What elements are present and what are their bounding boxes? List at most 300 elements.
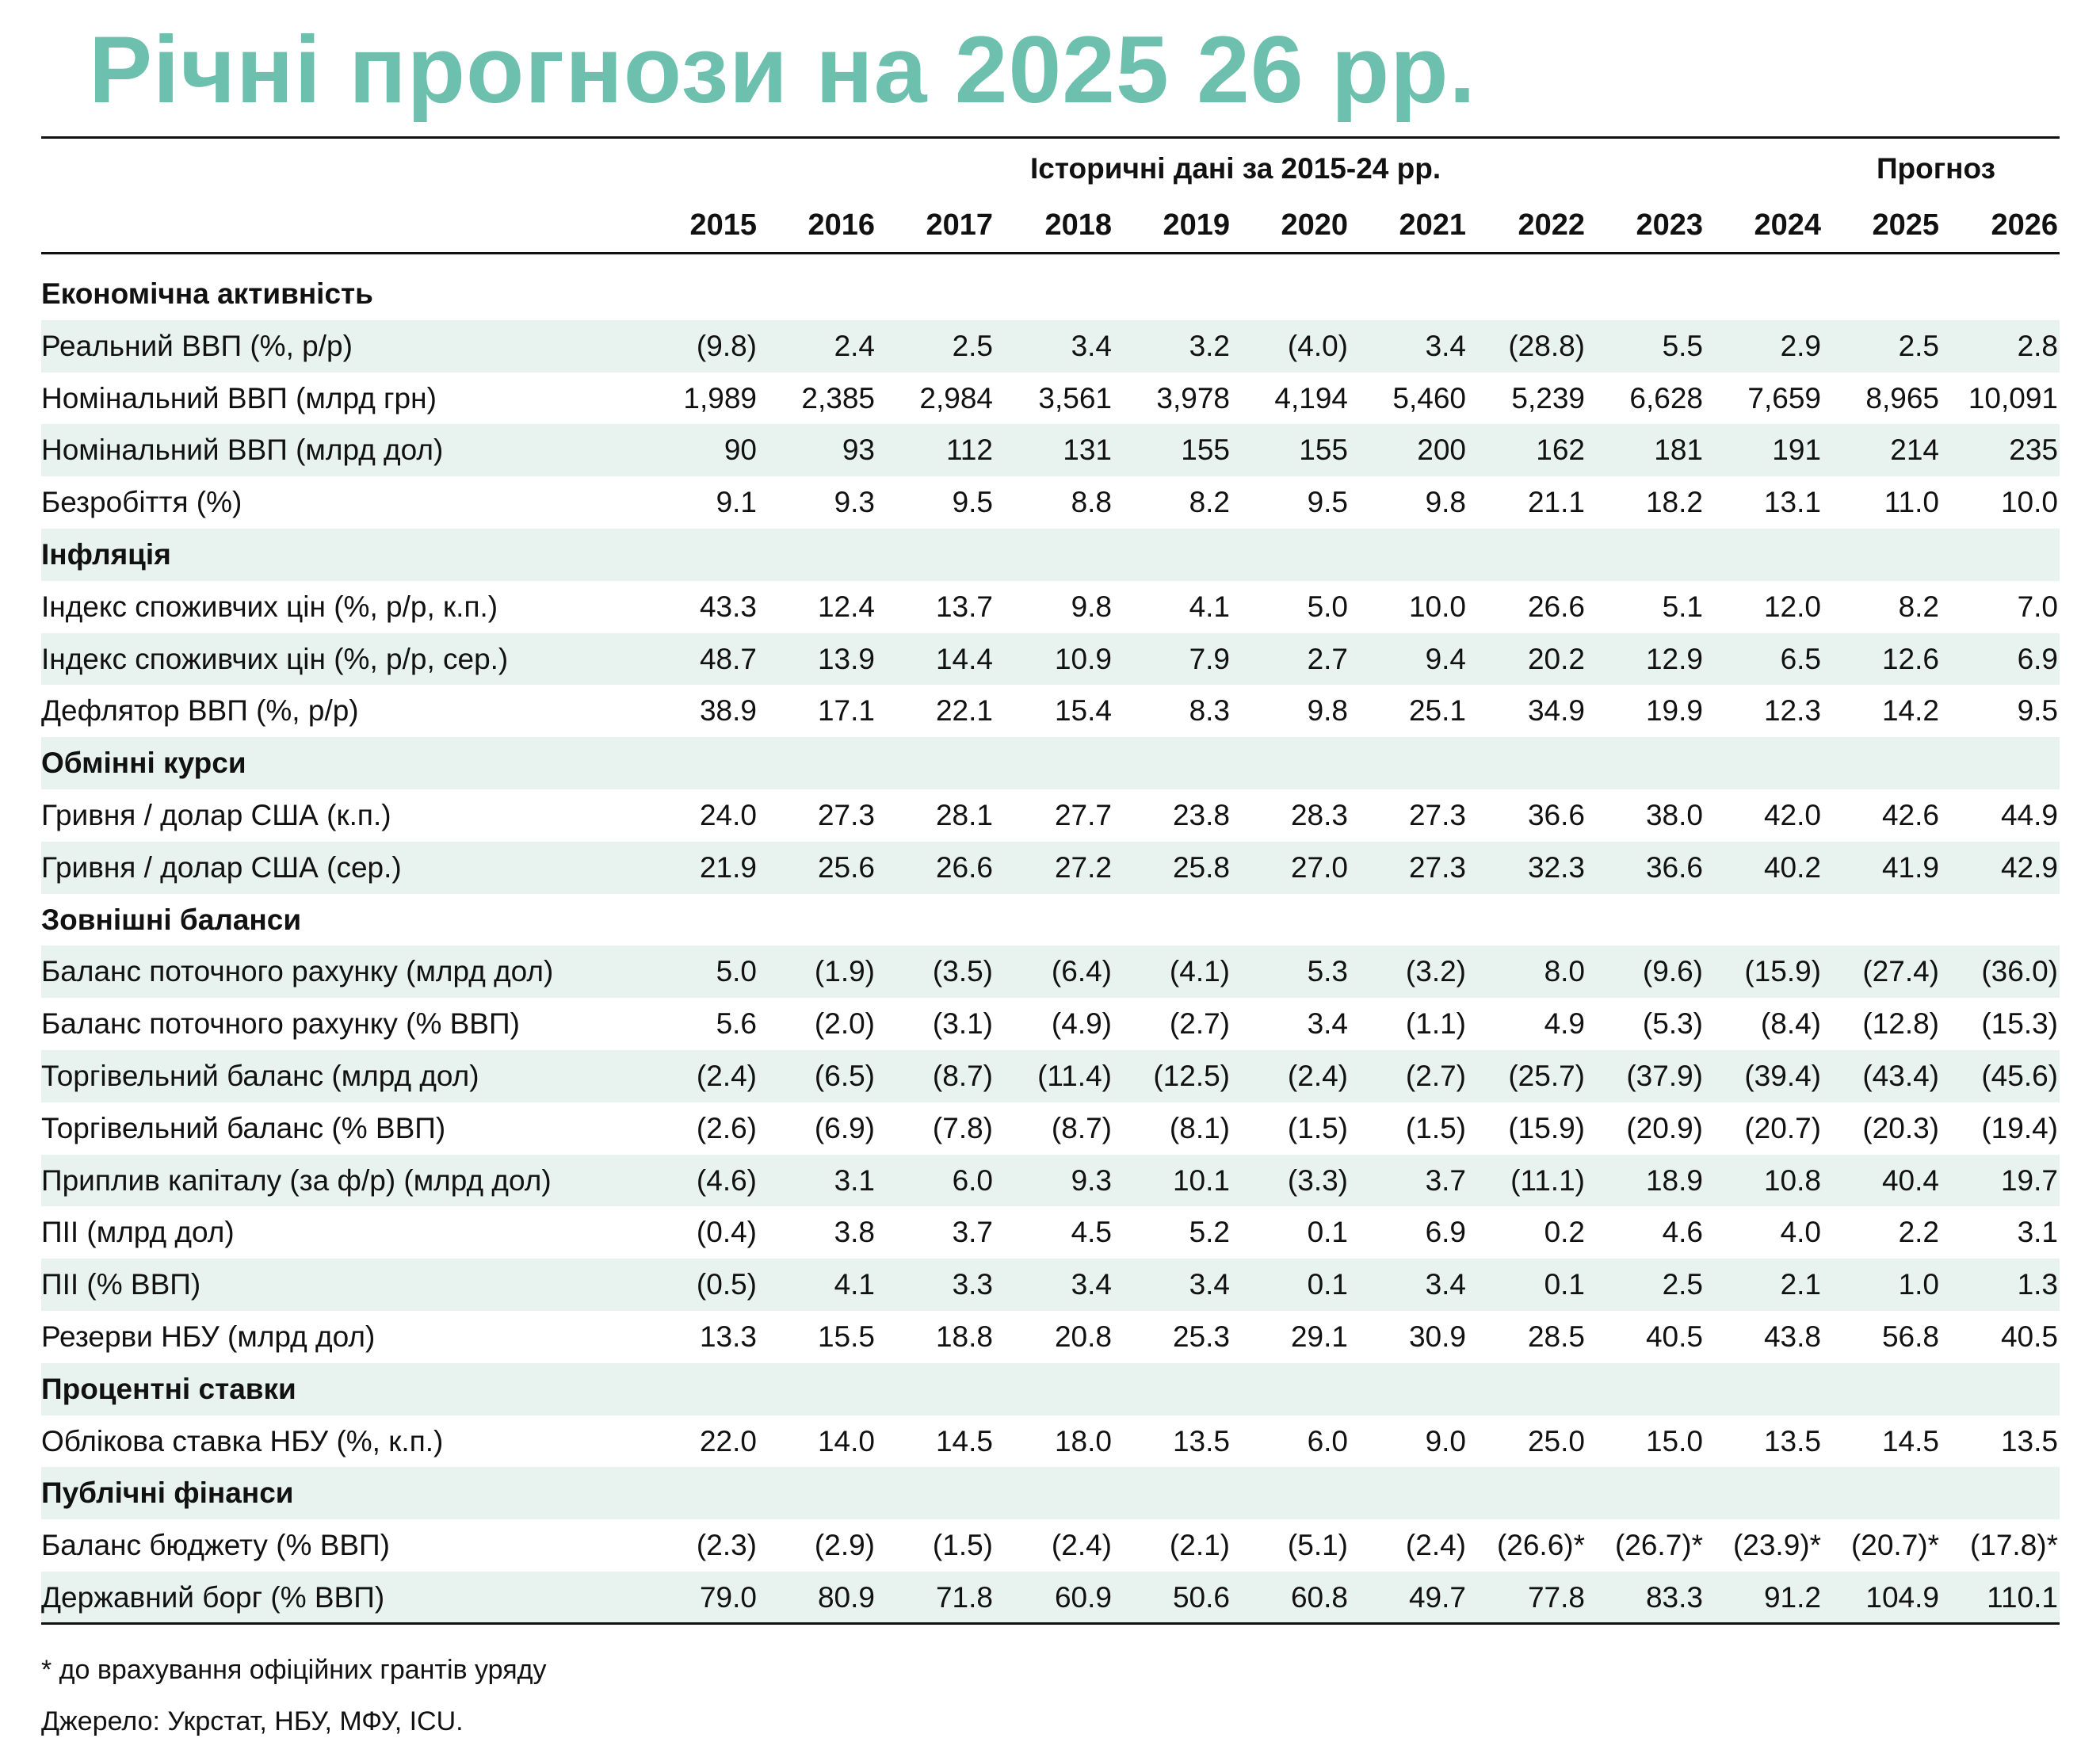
table-cell: (3.3) xyxy=(1287,1163,1348,1197)
table-cell: 21.1 xyxy=(1527,486,1585,519)
table-cell: 13.1 xyxy=(1763,486,1821,519)
row-label: Баланс поточного рахунку (% ВВП) xyxy=(41,1007,520,1041)
row-label: Баланс поточного рахунку (млрд дол) xyxy=(41,955,554,988)
table-row xyxy=(41,1519,2060,1572)
table-cell: 56.8 xyxy=(1881,1320,1939,1353)
table-cell: 9.0 xyxy=(1425,1424,1466,1457)
table-cell: 131 xyxy=(1063,434,1112,467)
row-label: Торгівельний баланс (млрд дол) xyxy=(41,1059,479,1092)
table-cell: (8.1) xyxy=(1169,1111,1230,1144)
year-header: 2021 xyxy=(1399,208,1466,242)
table-cell: 162 xyxy=(1536,434,1585,467)
table-cell: 20.8 xyxy=(1054,1320,1112,1353)
table-cell: 38.0 xyxy=(1645,798,1703,831)
table-cell: 13.7 xyxy=(935,590,993,623)
table-cell: (4.1) xyxy=(1169,955,1230,988)
year-header: 2019 xyxy=(1163,208,1230,242)
row-label: ПІІ (млрд дол) xyxy=(41,1216,235,1249)
table-cell: 34.9 xyxy=(1527,694,1585,728)
table-cell: 42.0 xyxy=(1763,798,1821,831)
table-cell: 27.7 xyxy=(1054,798,1112,831)
table-cell: 8.8 xyxy=(1071,486,1112,519)
table-cell: 3.7 xyxy=(952,1216,993,1249)
row-label: Резерви НБУ (млрд дол) xyxy=(41,1320,376,1353)
table-cell: 3.2 xyxy=(1189,329,1230,362)
table-cell: (2.4) xyxy=(696,1059,757,1092)
year-header: 2024 xyxy=(1754,208,1821,242)
table-cell: 9.5 xyxy=(2017,694,2058,728)
table-cell: (3.5) xyxy=(932,955,993,988)
year-header: 2016 xyxy=(808,208,875,242)
section-title: Економічна активність xyxy=(41,277,373,310)
table-row xyxy=(41,1259,2060,1311)
table-cell: 9.3 xyxy=(834,486,875,519)
section-header-row xyxy=(41,1467,2060,1519)
table-cell: 235 xyxy=(2009,434,2058,467)
row-label: Реальний ВВП (%, р/р) xyxy=(41,329,353,362)
table-cell: 41.9 xyxy=(1881,850,1939,884)
table-cell: 11.0 xyxy=(1884,486,1939,519)
table-cell: 83.3 xyxy=(1645,1580,1703,1614)
page-title: Річні прогнози на 2025 26 рр. xyxy=(89,17,1476,123)
table-cell: 4.0 xyxy=(1780,1216,1821,1249)
table-cell: 14.0 xyxy=(817,1424,875,1457)
table-cell: 12.4 xyxy=(817,590,875,623)
table-cell: 27.0 xyxy=(1290,850,1348,884)
table-cell: 2.5 xyxy=(952,329,993,362)
table-cell: 9.3 xyxy=(1071,1163,1112,1197)
table-row xyxy=(41,998,2060,1050)
table-cell: (28.8) xyxy=(1508,329,1585,362)
table-cell: 17.1 xyxy=(817,694,875,728)
table-cell: (2.0) xyxy=(814,1007,875,1041)
table-cell: 25.8 xyxy=(1172,850,1230,884)
table-cell: 25.3 xyxy=(1172,1320,1230,1353)
table-cell: (11.4) xyxy=(1037,1059,1112,1092)
table-cell: (2.7) xyxy=(1405,1059,1466,1092)
table-cell: 3.4 xyxy=(1307,1007,1348,1041)
table-cell: 10.0 xyxy=(2000,486,2058,519)
row-label: Індекс споживчих цін (%, р/р, к.п.) xyxy=(41,590,498,623)
table-cell: 14.5 xyxy=(1881,1424,1939,1457)
table-cell: (2.6) xyxy=(696,1111,757,1144)
table-cell: 6.9 xyxy=(1425,1216,1466,1249)
header-divider xyxy=(41,252,2060,254)
table-cell: 10.0 xyxy=(1408,590,1466,623)
year-header: 2022 xyxy=(1518,208,1585,242)
table-cell: 8.2 xyxy=(1898,590,1939,623)
table-row xyxy=(41,842,2060,894)
table-cell: (6.9) xyxy=(814,1111,875,1144)
section-title: Зовнішні баланси xyxy=(41,903,302,936)
table-cell: 13.3 xyxy=(699,1320,757,1353)
table-cell: 21.9 xyxy=(699,850,757,884)
table-cell: 40.5 xyxy=(1645,1320,1703,1353)
table-cell: 29.1 xyxy=(1290,1320,1348,1353)
section-title: Публічні фінанси xyxy=(41,1476,294,1510)
section-header-row xyxy=(41,1363,2060,1415)
table-cell: (2.3) xyxy=(696,1529,757,1562)
table-cell: 18.2 xyxy=(1645,486,1703,519)
table-cell: (0.5) xyxy=(696,1268,757,1301)
row-label: Облікова ставка НБУ (%, к.п.) xyxy=(41,1424,444,1457)
table-cell: 27.3 xyxy=(1408,850,1466,884)
table-cell: 27.3 xyxy=(817,798,875,831)
table-cell: 38.9 xyxy=(699,694,757,728)
table-cell: 9.5 xyxy=(1307,486,1348,519)
table-cell: (1.5) xyxy=(932,1529,993,1562)
table-cell: 2.7 xyxy=(1307,642,1348,675)
table-cell: (4.6) xyxy=(696,1163,757,1197)
table-cell: 0.2 xyxy=(1544,1216,1585,1249)
table-cell: 13.5 xyxy=(1172,1424,1230,1457)
table-cell: 2.9 xyxy=(1780,329,1821,362)
table-cell: (20.9) xyxy=(1626,1111,1703,1144)
table-cell: 8.0 xyxy=(1544,955,1585,988)
table-cell: (1.5) xyxy=(1287,1111,1348,1144)
table-cell: 3.4 xyxy=(1189,1268,1230,1301)
table-cell: 14.2 xyxy=(1881,694,1939,728)
table-cell: 80.9 xyxy=(817,1580,875,1614)
year-header: 2023 xyxy=(1636,208,1703,242)
table-cell: 3.7 xyxy=(1425,1163,1466,1197)
table-cell: (2.4) xyxy=(1051,1529,1112,1562)
table-cell: 2,984 xyxy=(919,381,993,414)
table-cell: 48.7 xyxy=(699,642,757,675)
year-header: 2015 xyxy=(689,208,757,242)
table-cell: (1.1) xyxy=(1405,1007,1466,1041)
table-cell: 28.5 xyxy=(1527,1320,1585,1353)
table-row xyxy=(41,1311,2060,1363)
table-cell: (23.9)* xyxy=(1732,1529,1821,1562)
year-header: 2018 xyxy=(1044,208,1112,242)
table-cell: (25.7) xyxy=(1508,1059,1585,1092)
table-cell: 214 xyxy=(1890,434,1939,467)
top-divider xyxy=(41,136,2060,139)
table-cell: 18.8 xyxy=(935,1320,993,1353)
row-label: Дефлятор ВВП (%, р/р) xyxy=(41,694,359,728)
table-cell: (26.6)* xyxy=(1496,1529,1585,1562)
row-label: Торгівельний баланс (% ВВП) xyxy=(41,1111,446,1144)
year-header: 2025 xyxy=(1872,208,1939,242)
table-cell: (4.0) xyxy=(1287,329,1348,362)
row-label: Безробіття (%) xyxy=(41,486,242,519)
table-cell: 8.2 xyxy=(1189,486,1230,519)
table-cell: 50.6 xyxy=(1172,1580,1230,1614)
table-cell: 2.1 xyxy=(1780,1268,1821,1301)
table-cell: 112 xyxy=(946,434,993,467)
year-header-row xyxy=(0,201,2100,249)
table-cell: (6.5) xyxy=(814,1059,875,1092)
table-row xyxy=(41,476,2060,529)
table-cell: 26.6 xyxy=(1527,590,1585,623)
table-cell: 44.9 xyxy=(2000,798,2058,831)
table-cell: (20.7) xyxy=(1744,1111,1821,1144)
table-cell: 25.6 xyxy=(817,850,875,884)
table-cell: (15.3) xyxy=(1981,1007,2058,1041)
section-header-row xyxy=(41,268,2060,320)
table-cell: 13.5 xyxy=(1763,1424,1821,1457)
table-cell: 5.6 xyxy=(716,1007,757,1041)
table-row xyxy=(41,320,2060,372)
table-cell: (15.9) xyxy=(1508,1111,1585,1144)
table-cell: 23.8 xyxy=(1172,798,1230,831)
table-cell: 10.8 xyxy=(1763,1163,1821,1197)
table-cell: 93 xyxy=(842,434,875,467)
table-cell: 4.6 xyxy=(1662,1216,1703,1249)
section-title: Інфляція xyxy=(41,537,171,571)
table-cell: 6.5 xyxy=(1780,642,1821,675)
table-row xyxy=(41,685,2060,737)
table-cell: 19.7 xyxy=(2000,1163,2058,1197)
table-cell: 181 xyxy=(1654,434,1703,467)
table-cell: 2.5 xyxy=(1662,1268,1703,1301)
table-cell: 3.4 xyxy=(1425,329,1466,362)
table-cell: (37.9) xyxy=(1626,1059,1703,1092)
row-label: Номінальний ВВП (млрд грн) xyxy=(41,381,437,414)
table-row xyxy=(41,945,2060,998)
table-cell: 43.8 xyxy=(1763,1320,1821,1353)
table-row xyxy=(41,581,2060,633)
table-cell: 5.2 xyxy=(1189,1216,1230,1249)
table-cell: 4,194 xyxy=(1274,381,1348,414)
source-note: Джерело: Укрстат, НБУ, МФУ, ICU. xyxy=(41,1706,464,1736)
table-cell: 49.7 xyxy=(1408,1580,1466,1614)
table-cell: (9.8) xyxy=(696,329,757,362)
table-cell: (45.6) xyxy=(1981,1059,2058,1092)
table-cell: 200 xyxy=(1417,434,1466,467)
table-cell: (4.9) xyxy=(1051,1007,1112,1041)
table-cell: 6,628 xyxy=(1629,381,1703,414)
table-cell: (2.9) xyxy=(814,1529,875,1562)
table-cell: (19.4) xyxy=(1981,1111,2058,1144)
row-label: Державний борг (% ВВП) xyxy=(41,1580,385,1614)
table-cell: 155 xyxy=(1299,434,1348,467)
table-cell: (17.8)* xyxy=(1969,1529,2058,1562)
table-cell: (12.5) xyxy=(1153,1059,1230,1092)
table-cell: 4.5 xyxy=(1071,1216,1112,1249)
table-cell: (8.7) xyxy=(932,1059,993,1092)
table-cell: 12.0 xyxy=(1763,590,1821,623)
table-cell: (20.7)* xyxy=(1850,1529,1939,1562)
table-cell: 77.8 xyxy=(1527,1580,1585,1614)
table-cell: 5.0 xyxy=(716,955,757,988)
table-cell: 12.3 xyxy=(1763,694,1821,728)
table-row xyxy=(41,1155,2060,1207)
table-cell: 8.3 xyxy=(1189,694,1230,728)
table-cell: 4.9 xyxy=(1544,1007,1585,1041)
table-cell: 3,561 xyxy=(1038,381,1112,414)
table-cell: 27.2 xyxy=(1054,850,1112,884)
table-cell: (26.7)* xyxy=(1614,1529,1703,1562)
table-cell: (8.7) xyxy=(1051,1111,1112,1144)
table-cell: 9.8 xyxy=(1071,590,1112,623)
table-cell: (1.9) xyxy=(814,955,875,988)
table-cell: 0.1 xyxy=(1544,1268,1585,1301)
forecast-table xyxy=(41,268,2060,1624)
table-cell: 9.8 xyxy=(1307,694,1348,728)
table-cell: 18.0 xyxy=(1054,1424,1112,1457)
table-cell: 110.1 xyxy=(1987,1580,2058,1614)
section-header-row xyxy=(41,529,2060,581)
table-cell: 8,965 xyxy=(1865,381,1939,414)
row-label: Баланс бюджету (% ВВП) xyxy=(41,1529,390,1562)
table-cell: 15.0 xyxy=(1645,1424,1703,1457)
table-cell: 9.5 xyxy=(952,486,993,519)
table-cell: 10.9 xyxy=(1054,642,1112,675)
table-cell: 42.6 xyxy=(1881,798,1939,831)
table-cell: 30.9 xyxy=(1408,1320,1466,1353)
section-title: Обмінні курси xyxy=(41,747,246,780)
table-cell: 3.4 xyxy=(1071,329,1112,362)
table-cell: 90 xyxy=(724,434,757,467)
table-cell: 191 xyxy=(1772,434,1821,467)
table-cell: 15.4 xyxy=(1054,694,1112,728)
historical-data-header: Історичні дані за 2015-24 рр. xyxy=(1030,152,1441,185)
table-cell: 32.3 xyxy=(1527,850,1585,884)
forecast-header: Прогноз xyxy=(1876,152,1995,185)
table-cell: 155 xyxy=(1181,434,1230,467)
table-cell: 3.3 xyxy=(952,1268,993,1301)
table-cell: 5.3 xyxy=(1307,955,1348,988)
table-row xyxy=(41,789,2060,842)
table-row xyxy=(41,1050,2060,1102)
year-header: 2026 xyxy=(1991,208,2058,242)
table-cell: (27.4) xyxy=(1862,955,1939,988)
table-cell: 7.9 xyxy=(1189,642,1230,675)
table-cell: 10.1 xyxy=(1172,1163,1230,1197)
table-cell: 4.1 xyxy=(834,1268,875,1301)
table-cell: 43.3 xyxy=(699,590,757,623)
table-cell: (5.3) xyxy=(1642,1007,1703,1041)
table-cell: (8.4) xyxy=(1760,1007,1821,1041)
year-header: 2017 xyxy=(926,208,993,242)
table-cell: 79.0 xyxy=(699,1580,757,1614)
table-cell: 5,239 xyxy=(1511,381,1585,414)
table-cell: (15.9) xyxy=(1744,955,1821,988)
row-label: Приплив капіталу (за ф/р) (млрд дол) xyxy=(41,1163,552,1197)
table-cell: (9.6) xyxy=(1642,955,1703,988)
table-cell: (5.1) xyxy=(1287,1529,1348,1562)
row-label: Гривня / долар США (к.п.) xyxy=(41,798,391,831)
section-header-row xyxy=(41,737,2060,789)
table-cell: (0.4) xyxy=(696,1216,757,1249)
table-cell: 5.5 xyxy=(1662,329,1703,362)
table-cell: 2.2 xyxy=(1898,1216,1939,1249)
row-label: ПІІ (% ВВП) xyxy=(41,1268,201,1301)
table-cell: 42.9 xyxy=(2000,850,2058,884)
table-row xyxy=(41,424,2060,476)
table-cell: (2.1) xyxy=(1169,1529,1230,1562)
table-cell: 3.8 xyxy=(834,1216,875,1249)
table-cell: 5.1 xyxy=(1662,590,1703,623)
table-cell: 3,978 xyxy=(1156,381,1230,414)
section-title: Процентні ставки xyxy=(41,1372,296,1405)
table-cell: 22.1 xyxy=(935,694,993,728)
year-header: 2020 xyxy=(1281,208,1348,242)
table-cell: 25.0 xyxy=(1527,1424,1585,1457)
table-row xyxy=(41,1415,2060,1468)
table-cell: (39.4) xyxy=(1744,1059,1821,1092)
table-cell: 28.1 xyxy=(935,798,993,831)
table-cell: 71.8 xyxy=(935,1580,993,1614)
table-cell: 0.1 xyxy=(1307,1216,1348,1249)
section-header-row xyxy=(41,894,2060,946)
table-cell: 40.4 xyxy=(1881,1163,1939,1197)
table-cell: 3.1 xyxy=(2017,1216,2058,1249)
table-cell: 6.0 xyxy=(952,1163,993,1197)
table-cell: 24.0 xyxy=(699,798,757,831)
table-cell: (3.2) xyxy=(1405,955,1466,988)
table-cell: 13.5 xyxy=(2000,1424,2058,1457)
table-cell: 14.5 xyxy=(935,1424,993,1457)
table-cell: 13.9 xyxy=(817,642,875,675)
table-cell: 2.5 xyxy=(1898,329,1939,362)
table-cell: 40.5 xyxy=(2000,1320,2058,1353)
table-cell: 91.2 xyxy=(1763,1580,1821,1614)
row-label: Гривня / долар США (сер.) xyxy=(41,850,402,884)
table-cell: 2.8 xyxy=(2017,329,2058,362)
table-row xyxy=(41,372,2060,425)
table-row xyxy=(41,1206,2060,1259)
table-cell: 6.0 xyxy=(1307,1424,1348,1457)
table-cell: 7,659 xyxy=(1747,381,1821,414)
table-cell: 27.3 xyxy=(1408,798,1466,831)
table-cell: (11.1) xyxy=(1510,1163,1585,1197)
table-cell: 3.4 xyxy=(1425,1268,1466,1301)
table-cell: 60.9 xyxy=(1054,1580,1112,1614)
table-cell: 60.8 xyxy=(1290,1580,1348,1614)
table-cell: 28.3 xyxy=(1290,798,1348,831)
table-cell: 104.9 xyxy=(1865,1580,1939,1614)
table-cell: (3.1) xyxy=(932,1007,993,1041)
table-cell: 4.1 xyxy=(1189,590,1230,623)
table-cell: 2.4 xyxy=(834,329,875,362)
table-cell: 0.1 xyxy=(1307,1268,1348,1301)
table-cell: 18.9 xyxy=(1645,1163,1703,1197)
table-cell: (7.8) xyxy=(932,1111,993,1144)
table-cell: (1.5) xyxy=(1405,1111,1466,1144)
table-row xyxy=(41,1572,2060,1624)
table-cell: (36.0) xyxy=(1981,955,2058,988)
table-cell: (2.7) xyxy=(1169,1007,1230,1041)
table-cell: 7.0 xyxy=(2017,590,2058,623)
table-cell: 9.4 xyxy=(1425,642,1466,675)
table-cell: (6.4) xyxy=(1051,955,1112,988)
table-cell: 26.6 xyxy=(935,850,993,884)
table-cell: 5.0 xyxy=(1307,590,1348,623)
table-cell: 9.1 xyxy=(716,486,757,519)
table-cell: 2,385 xyxy=(801,381,875,414)
row-label: Номінальний ВВП (млрд дол) xyxy=(41,434,444,467)
table-cell: (2.4) xyxy=(1287,1059,1348,1092)
table-cell: 19.9 xyxy=(1645,694,1703,728)
table-cell: 1.3 xyxy=(2017,1268,2058,1301)
table-cell: 1.0 xyxy=(1898,1268,1939,1301)
table-cell: 10,091 xyxy=(1968,381,2058,414)
table-cell: 20.2 xyxy=(1527,642,1585,675)
table-row xyxy=(41,1102,2060,1155)
table-cell: 3.4 xyxy=(1071,1268,1112,1301)
table-cell: 3.1 xyxy=(834,1163,875,1197)
table-cell: 6.9 xyxy=(2017,642,2058,675)
table-cell: (12.8) xyxy=(1862,1007,1939,1041)
footnote: * до врахування офіційних грантів уряду xyxy=(41,1655,547,1685)
table-cell: 25.1 xyxy=(1408,694,1466,728)
table-cell: (20.3) xyxy=(1862,1111,1939,1144)
bottom-divider xyxy=(41,1622,2060,1625)
table-row xyxy=(41,633,2060,686)
